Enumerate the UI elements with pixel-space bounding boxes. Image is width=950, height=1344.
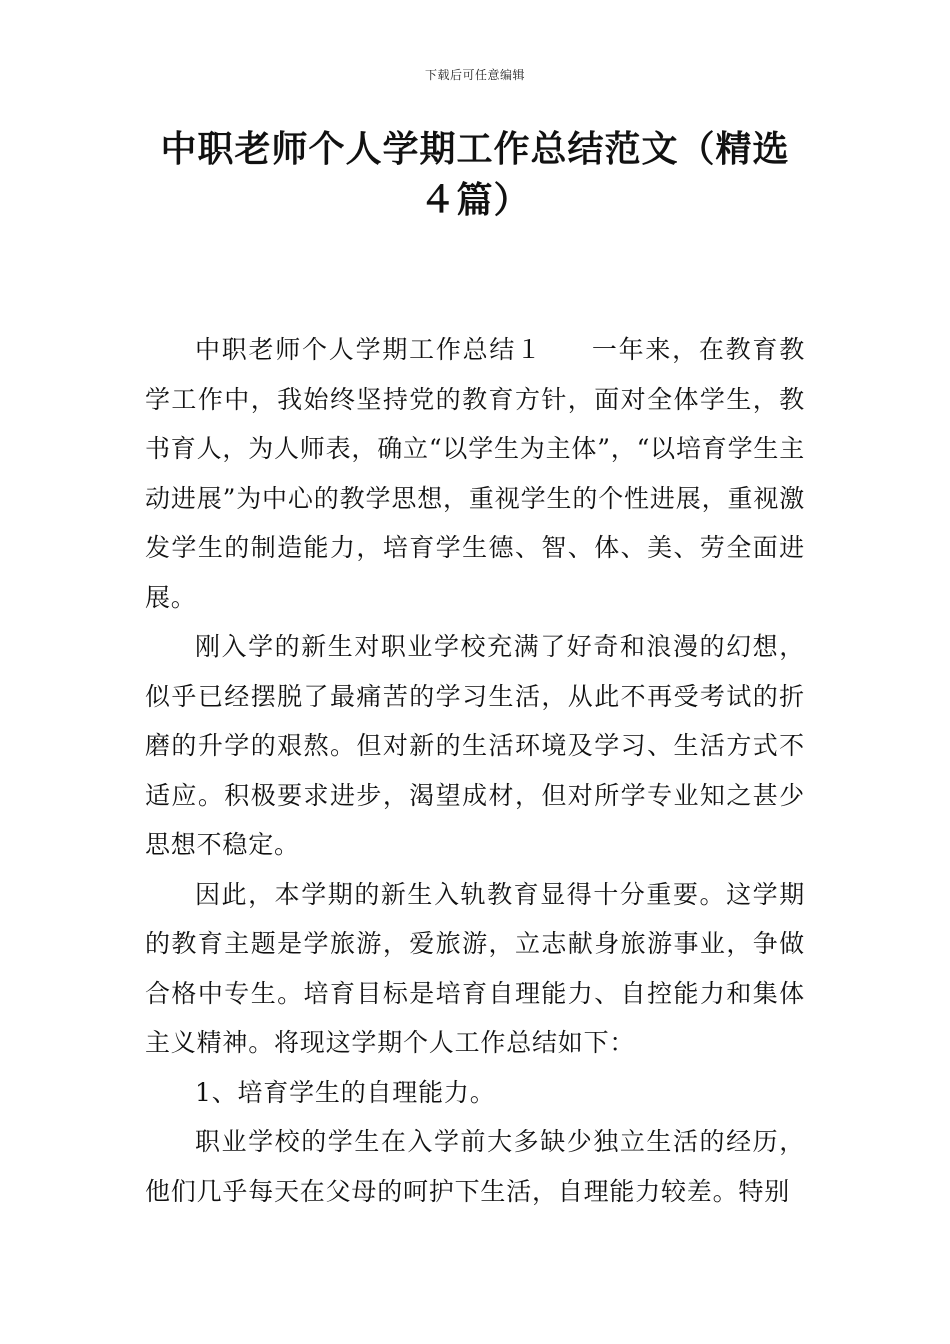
document-title: 中职老师个人学期工作总结范文（精选４篇）: [160, 129, 790, 221]
paragraph-1: [145, 325, 805, 622]
paragraph-4: 1、培育学生的自理能力。: [195, 1077, 496, 1107]
document-body: [145, 325, 805, 1216]
paragraph-text: 一年来，在教育教学工作中，我始终坚持党的教育方针，面对全体学生，教书育人，为人师表，确立“以学生为主体”，“以培育学生主动进展”为中心的教学思想，重视学生的个性进展，重视激发学生的制造能力，培育学生德、智、体、美、劳全面进展。: [145, 335, 805, 612]
header-note: 下载后可任意编辑: [424, 68, 525, 82]
paragraph-2: 刚入学的新生对职业学校充满了好奇和浪漫的幻想，似乎已经摆脱了最痛苦的学习生活，从此不再受考试的折磨的升学的艰熬。但对新的生活环境及学习、生活方式不适应。积极要求进步，渴望成材，但对所学专业知之甚少思想不稳定。: [145, 632, 805, 859]
section-heading: 中职老师个人学期工作总结１: [195, 335, 543, 364]
paragraph-3: 因此，本学期的新生入轨教育显得十分重要。这学期的教育主题是学旅游，爱旅游，立志献身旅游事业，争做合格中专生。培育目标是培育自理能力、自控能力和集体主义精神。将现这学期个人工作总结如下：: [145, 879, 805, 1057]
paragraph-5: 职业学校的学生在入学前大多缺少独立生活的经历，他们几乎每天在父母的呵护下生活，自理能力较差。特别: [145, 1127, 805, 1206]
